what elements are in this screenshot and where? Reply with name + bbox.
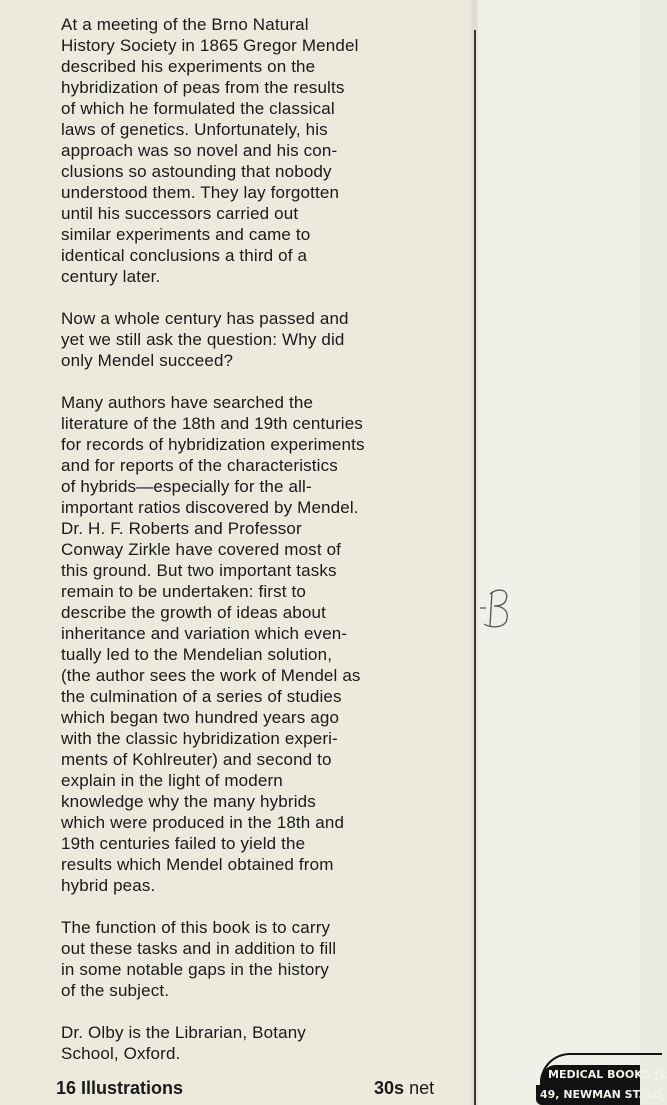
line: of which he formulated the classical: [61, 99, 335, 118]
stamp-line-2: 49, NEWMAN ST. LO: [536, 1085, 640, 1105]
line: only Mendel succeed?: [61, 351, 234, 370]
line: (the author sees the work of Mendel as: [61, 666, 361, 685]
line: described his experiments on the: [61, 57, 316, 76]
line: out these tasks and in addition to fill: [61, 939, 337, 958]
line: 19th centuries failed to yield the: [61, 834, 306, 853]
line: with the classic hybridization experi-: [61, 729, 338, 748]
line: describe the growth of ideas about: [61, 603, 326, 622]
pencil-annotation-mark: [476, 582, 518, 634]
line: explain in the light of modern: [61, 771, 283, 790]
illustrations-count: 16 Illustrations: [56, 1078, 184, 1098]
line: Dr. H. F. Roberts and Professor: [61, 519, 302, 538]
line: School, Oxford.: [61, 1044, 181, 1063]
line: Dr. Olby is the Librarian, Botany: [61, 1023, 306, 1042]
blurb-paragraph-2: [61, 308, 461, 371]
line: understood them. They lay forgotten: [61, 183, 340, 202]
line: History Society in 1865 Gregor Mendel: [61, 36, 359, 55]
line: of the subject.: [61, 981, 170, 1000]
blurb-paragraph-3: [61, 392, 461, 896]
line: identical conclusions a third of a: [61, 246, 308, 265]
line: important ratios discovered by Mendel.: [61, 498, 359, 517]
line: Now a whole century has passed and: [61, 309, 349, 328]
blurb-paragraph-4: [61, 917, 461, 1001]
blurb-paragraph-1: [61, 14, 461, 287]
price-suffix: net: [409, 1078, 435, 1098]
line: Many authors have searched the: [61, 393, 314, 412]
line: clusions so astounding that nobody: [61, 162, 332, 181]
line: for records of hybridization experiments: [61, 435, 365, 454]
line: knowledge why the many hybrids: [61, 792, 316, 811]
author-note: [61, 1022, 461, 1064]
line: tually led to the Mendelian solution,: [61, 645, 333, 664]
line: Conway Zirkle have covered most of: [61, 540, 342, 559]
line: approach was so novel and his con-: [61, 141, 338, 160]
price-label: [374, 1078, 434, 1099]
line: The function of this book is to carry: [61, 918, 331, 937]
line: laws of genetics. Unfortunately, his: [61, 120, 328, 139]
line: At a meeting of the Brno Natural: [61, 15, 309, 34]
line: results which Mendel obtained from: [61, 855, 334, 874]
line: the culmination of a series of studies: [61, 687, 342, 706]
line: this ground. But two important tasks: [61, 561, 337, 580]
line: hybrid peas.: [61, 876, 156, 895]
blurb-text: [61, 14, 461, 1085]
line: of hybrids—especially for the all-: [61, 477, 312, 496]
line: which began two hundred years ago: [61, 708, 340, 727]
price-value: 30s: [374, 1078, 405, 1098]
line: remain to be undertaken: first to: [61, 582, 306, 601]
bookseller-stamp: [532, 1050, 667, 1105]
line: ments of Kohlreuter) and second to: [61, 750, 332, 769]
line: until his successors carried out: [61, 204, 299, 223]
line: which were produced in the 18th and: [61, 813, 345, 832]
line: similar experiments and came to: [61, 225, 311, 244]
line: hybridization of peas from the results: [61, 78, 345, 97]
line: century later.: [61, 267, 161, 286]
line: in some notable gaps in the history: [61, 960, 329, 979]
adjacent-page: [478, 0, 640, 1105]
stamp-line-1: MEDICAL BOOKS (L: [540, 1065, 640, 1085]
line: and for reports of the characteristics: [61, 456, 338, 475]
line: inheritance and variation which even-: [61, 624, 348, 643]
spine-edge-line: [474, 30, 476, 1105]
line: literature of the 18th and 19th centuries: [61, 414, 363, 433]
line: yet we still ask the question: Why did: [61, 330, 345, 349]
